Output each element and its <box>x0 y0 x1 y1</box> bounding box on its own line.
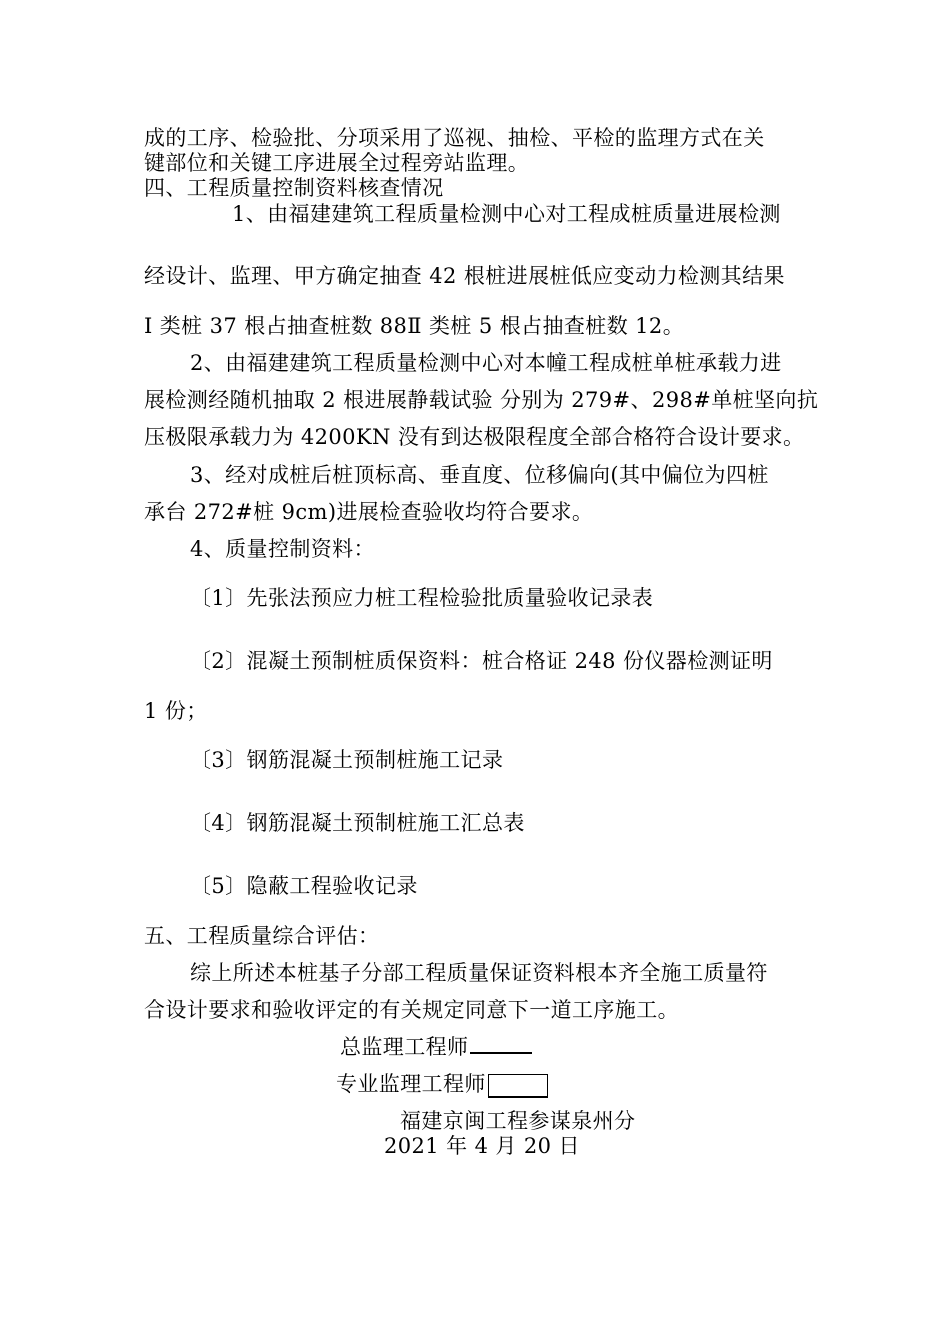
item-2-line: 2、由福建建筑工程质量检测中心对本幢工程成桩单桩承载力进 <box>190 351 782 375</box>
item-1-line: 经设计、监理、甲方确定抽查 42 根桩进展桩低应变动力检测其结果 <box>144 264 785 288</box>
chief-engineer-label: 总监理工程师 <box>340 1035 469 1059</box>
paragraph-line: 键部位和关键工序进展全过程旁站监理。 <box>144 151 530 175</box>
item-1-line: I 类桩 37 根占抽查桩数 88Ⅱ 类桩 5 根占抽查桩数 12。 <box>144 314 685 338</box>
sub-item-5: 〔5〕隐蔽工程验收记录 <box>190 874 418 898</box>
chief-engineer-signature <box>340 1034 532 1060</box>
summary-line: 综上所述本桩基子分部工程质量保证资料根本齐全施工质量符 <box>190 961 768 985</box>
chief-signature-line <box>470 1034 532 1054</box>
item-2-line: 压极限承载力为 4200KN 没有到达极限程度全部合格符合设计要求。 <box>144 425 805 449</box>
specialist-signature-box <box>488 1074 548 1098</box>
specialist-engineer-label: 专业监理工程师 <box>336 1072 486 1096</box>
specialist-engineer-signature <box>336 1071 548 1098</box>
section-heading-4: 四、工程质量控制资料核查情况 <box>144 176 444 200</box>
summary-line: 合设计要求和验收评定的有关规定同意下一道工序施工。 <box>144 998 679 1022</box>
company-name: 福建京闽工程参谋泉州分 <box>400 1109 636 1133</box>
sub-item-4: 〔4〕钢筋混凝土预制桩施工汇总表 <box>190 811 525 835</box>
section-heading-5: 五、工程质量综合评估： <box>144 924 380 948</box>
item-4-heading: 4、质量控制资料： <box>190 537 375 561</box>
item-3-line: 承台 272#桩 9cm)进展检查验收均符合要求。 <box>144 500 594 524</box>
item-2-line: 展检测经随机抽取 2 根进展静载试验 分别为 279#、298#单桩坚向抗 <box>144 388 819 412</box>
sub-item-2: 〔2〕混凝土预制桩质保资料：桩合格证 248 份仪器检测证明 <box>190 649 773 673</box>
sub-item-2: 1 份； <box>144 699 208 723</box>
item-1-line: 1、由福建建筑工程质量检测中心对工程成桩质量进展检测 <box>232 202 781 226</box>
document-date: 2021 年 4 月 20 日 <box>384 1134 580 1158</box>
item-3-line: 3、经对成桩后桩顶标高、垂直度、位移偏向(其中偏位为四桩 <box>190 463 769 487</box>
sub-item-3: 〔3〕钢筋混凝土预制桩施工记录 <box>190 748 504 772</box>
sub-item-1: 〔1〕先张法预应力桩工程检验批质量验收记录表 <box>190 586 654 610</box>
paragraph-line: 成的工序、检验批、分项采用了巡视、抽检、平检的监理方式在关 <box>144 126 765 150</box>
